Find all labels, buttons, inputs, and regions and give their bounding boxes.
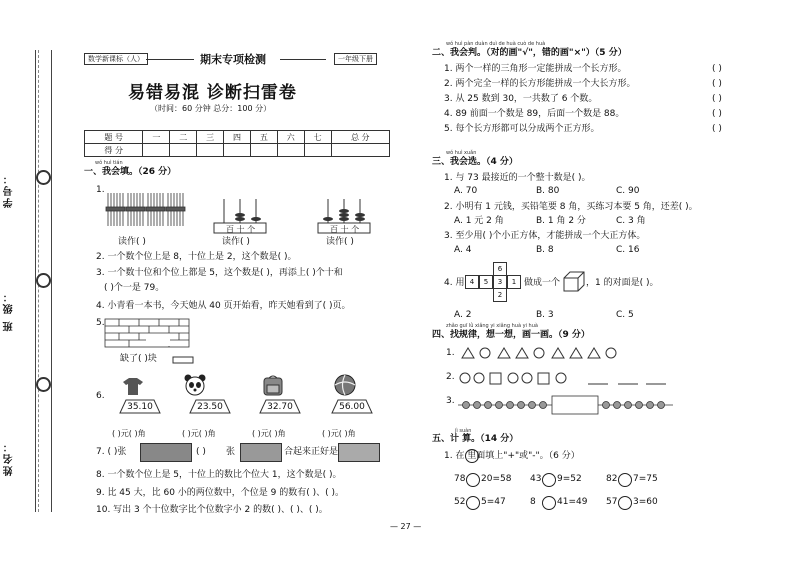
question-text: 10. 写出 3 个十位数字比个位数字小 2 的数( )、( )、( )。 (96, 505, 328, 515)
question-text: 8. 一个数个位上是 5，十位上的数比个位大 1，这个数是( )。 (96, 470, 342, 480)
question-text: 做成一个 (524, 278, 561, 288)
cube-icon (562, 270, 586, 292)
question-text: 1. 与 73 最接近的一个整十数是( )。 (444, 173, 591, 183)
score-cell[interactable] (277, 144, 304, 157)
brick-icon (172, 356, 194, 364)
option: C. 90 (616, 186, 640, 196)
binding-hole (36, 377, 51, 392)
price-blank: ( )元( )角 (322, 429, 356, 438)
score-table-header-cell: 题 号 (85, 131, 143, 144)
binding-strip (35, 50, 52, 512)
binding-hole (36, 273, 51, 288)
score-table-header-cell: 五 (250, 131, 277, 144)
series-title: 期末专项检测 (200, 53, 266, 66)
judge-item: 2. 两个完全一样的长方形能拼成一个大长方形。 (444, 79, 636, 89)
equation-left: 57 (606, 497, 618, 507)
question-text: 张 (226, 447, 236, 457)
question-number: 1. (96, 185, 105, 195)
question-number: 1. (446, 348, 455, 358)
stick-bundles-image (104, 190, 186, 230)
score-cell[interactable] (197, 144, 224, 157)
net-cell: 6 (493, 262, 507, 276)
question-text: 3. 至少用( )个小正方体，才能拼成一个大正方体。 (444, 231, 646, 241)
equation-right: 20=58 (481, 474, 512, 484)
publisher-tag: 数学新课标（人） (84, 53, 148, 65)
ball-icon (334, 374, 356, 396)
price-tag (254, 398, 306, 414)
price-value: 56.00 (339, 402, 365, 412)
section-5-title: 五、计 算。（14 分） (432, 434, 519, 444)
pattern-row-3 (458, 395, 678, 415)
equation-left: 43 (530, 474, 542, 484)
equation-right: 41=49 (557, 497, 588, 507)
answer-blank[interactable]: ( ) (712, 109, 722, 119)
question-number: 3. (446, 396, 455, 406)
judge-item: 3. 从 25 数到 30，一共数了 6 个数。 (444, 94, 598, 104)
score-table-header-cell: 四 (224, 131, 251, 144)
option: A. 4 (454, 245, 472, 255)
class-label: 班 级： (4, 290, 15, 332)
equation-left: 82 (606, 474, 618, 484)
operator-circle[interactable] (466, 473, 480, 487)
banknote-image (338, 443, 380, 462)
answer-blank[interactable]: ( ) (712, 79, 722, 89)
grade-tag: 一年级下册 (334, 53, 377, 65)
option: A. 1 元 2 角 (454, 216, 504, 226)
option: B. 1 角 2 分 (536, 216, 586, 226)
option: B. 3 (536, 310, 554, 320)
equation-right: 7=75 (633, 474, 658, 484)
answer-blank[interactable]: ( ) (712, 64, 722, 74)
answer-blank[interactable]: ( ) (712, 94, 722, 104)
question-text: 合起来正好是 (284, 447, 339, 457)
option: C. 3 角 (616, 216, 646, 226)
score-cell[interactable] (170, 144, 197, 157)
backpack-icon (260, 374, 286, 396)
pattern-row-1 (460, 346, 620, 360)
score-row-label: 得 分 (85, 144, 143, 157)
read-blank: 读作( ) (326, 237, 354, 247)
page-title: 易错易混 诊断扫雷卷 (128, 83, 297, 103)
score-table-header-cell: 三 (197, 131, 224, 144)
option: C. 5 (616, 310, 634, 320)
operator-circle[interactable] (618, 496, 632, 510)
binding-hole (36, 170, 51, 185)
equation-left: 52 (454, 497, 466, 507)
section-2-title: 二、我会判。（对的画"√"，错的画"×"）（5 分） (432, 48, 627, 58)
net-cell: 2 (493, 288, 507, 302)
net-cell: 5 (479, 275, 493, 289)
abacus-label: 百 十 个 (226, 225, 256, 234)
read-blank: 读作( ) (222, 237, 250, 247)
question-text: 1. 在 里面填上"+"或"-"。（6 分） (444, 451, 580, 461)
equation-left: 8 (530, 497, 536, 507)
equation-left: 78 (454, 474, 466, 484)
pinyin: zhǎo guī lǜ xiǎng yi xiǎng huà yi huà (446, 323, 538, 329)
section-3-title: 三、我会选。（4 分） (432, 157, 518, 167)
question-text: 4. 小青看一本书，今天她从 40 页开始看，昨天她看到了( )页。 (96, 301, 351, 311)
judge-item: 5. 每个长方形都可以分成两个正方形。 (444, 124, 600, 134)
price-value: 23.50 (197, 402, 223, 412)
brick-wall-image (104, 318, 194, 350)
pinyin: wǒ huì pàn duàn duì de huà cuò de huà (446, 41, 546, 47)
pinyin: wǒ huì tián (95, 160, 123, 166)
student-no-label: 学号： (4, 172, 15, 208)
price-tag (114, 398, 166, 414)
exam-meta: （时间：60 分钟 总分：100 分） (150, 104, 272, 113)
blank-circle[interactable] (465, 449, 479, 463)
question-text: 2. 一个数个位上是 8，十位上是 2，这个数是( )。 (96, 252, 297, 262)
question-text: 9. 比 45 大，比 60 小的两位数中，个位是 9 的数有( )、( )。 (96, 488, 345, 498)
price-tag (326, 398, 378, 414)
option: A. 70 (454, 186, 478, 196)
score-cell[interactable] (250, 144, 277, 157)
read-blank: 读作( ) (118, 237, 146, 247)
net-cell: 4 (465, 275, 479, 289)
judge-item: 1. 两个一样的三角形一定能拼成一个长方形。 (444, 64, 627, 74)
equation-right: 9=52 (557, 474, 582, 484)
price-value: 32.70 (267, 402, 293, 412)
score-table-header-cell: 七 (304, 131, 331, 144)
option: C. 16 (616, 245, 640, 255)
operator-circle[interactable] (466, 496, 480, 510)
score-cell[interactable] (224, 144, 251, 157)
question-text: 4. 用 (444, 278, 465, 288)
question-text: 缺了( )块 (120, 354, 157, 364)
net-cell: 1 (507, 275, 521, 289)
score-cell[interactable] (331, 144, 389, 157)
option: B. 8 (536, 245, 554, 255)
question-text: 2. 小明有 1 元钱，买铅笔要 8 角，买练习本要 5 角，还差( )。 (444, 202, 698, 212)
score-cell[interactable] (143, 144, 170, 157)
question-text: 3. 一个数十位和个位上都是 5，这个数是( )，再添上( )个十和 (96, 268, 343, 278)
question-text: ( )个一是 79。 (104, 283, 165, 293)
operator-circle[interactable] (618, 473, 632, 487)
section-4-title: 四、找规律，想一想，画一画。（9 分） (432, 330, 590, 340)
abacus-label: 百 十 个 (330, 225, 360, 234)
score-table-header-cell: 总 分 (331, 131, 389, 144)
option: A. 2 (454, 310, 472, 320)
operator-circle[interactable] (542, 496, 556, 510)
judge-item: 4. 89 前面一个数是 89，后面一个数是 88。 (444, 109, 625, 119)
score-table (84, 130, 390, 157)
price-blank: ( )元( )角 (252, 429, 286, 438)
price-value: 35.10 (127, 402, 153, 412)
score-table-header-cell: 二 (170, 131, 197, 144)
clothes-icon (120, 376, 146, 396)
pinyin: wǒ huì xuǎn (446, 150, 477, 156)
equation-right: 5=47 (481, 497, 506, 507)
banknote-image (140, 443, 192, 462)
question-text: ，1 的对面是( )。 (586, 278, 659, 288)
price-tag (184, 398, 236, 414)
page-number: — 27 — (390, 522, 422, 531)
question-text: 7. ( )张 (96, 447, 127, 457)
panda-icon (183, 374, 207, 396)
equation-right: 3=60 (633, 497, 658, 507)
section-1-title: 一、我会填。（26 分） (84, 167, 177, 177)
operator-circle[interactable] (542, 473, 556, 487)
name-label: 姓名： (4, 440, 15, 476)
score-table-header-cell: 一 (143, 131, 170, 144)
pinyin: jì suàn (455, 428, 472, 434)
net-cell: 3 (493, 275, 507, 289)
answer-blank[interactable]: ( ) (712, 124, 722, 134)
banknote-image (240, 443, 282, 462)
score-table-header-cell: 六 (277, 131, 304, 144)
question-number: 2. (446, 372, 455, 382)
option: B. 80 (536, 186, 560, 196)
question-number: 6. (96, 391, 105, 401)
score-cell[interactable] (304, 144, 331, 157)
price-blank: ( )元( )角 (182, 429, 216, 438)
pattern-row-2 (458, 370, 668, 386)
question-number: 5. (96, 318, 105, 328)
price-blank: ( )元( )角 (112, 429, 146, 438)
